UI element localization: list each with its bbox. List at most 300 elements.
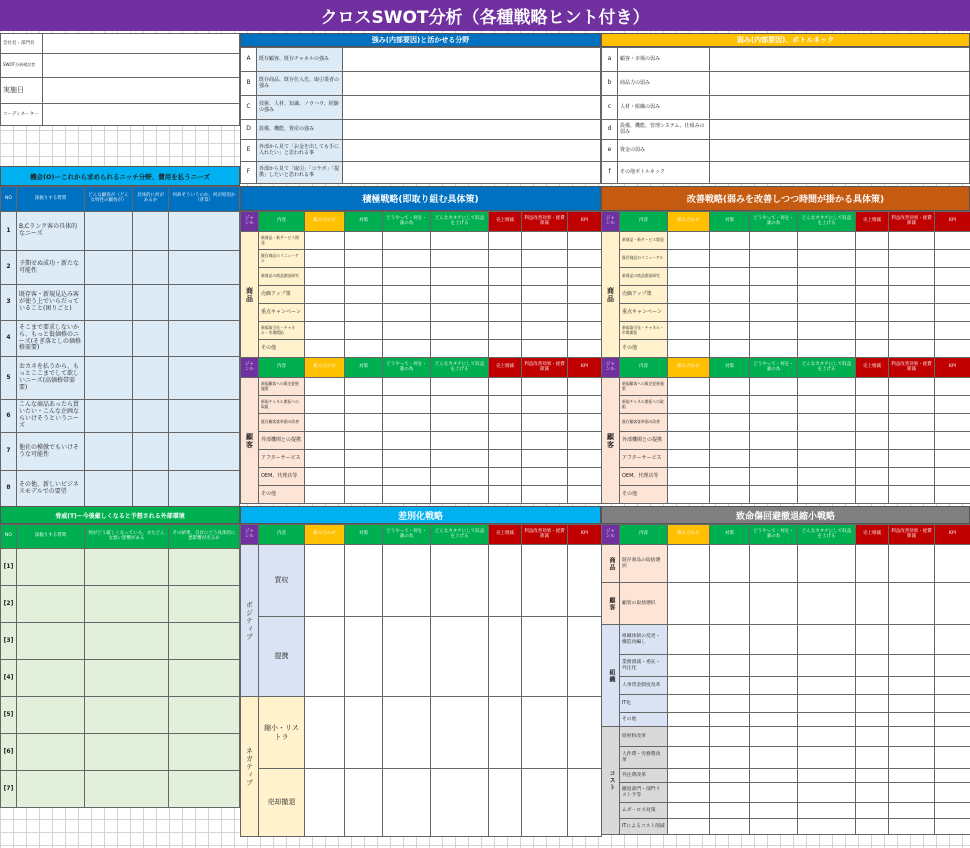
- opp-cell[interactable]: [169, 471, 240, 507]
- strategy-cell[interactable]: [889, 803, 935, 819]
- opp-cell[interactable]: [85, 285, 133, 321]
- strategy-cell[interactable]: [489, 340, 522, 358]
- strategy-cell[interactable]: [431, 486, 489, 504]
- strategy-cell[interactable]: [798, 783, 856, 803]
- strategy-cell[interactable]: [935, 468, 970, 486]
- opp-cell[interactable]: [133, 285, 169, 321]
- strategy-cell[interactable]: [750, 414, 798, 432]
- strategy-cell[interactable]: [889, 396, 935, 414]
- strategy-cell[interactable]: [489, 468, 522, 486]
- opp-cell[interactable]: [85, 321, 133, 357]
- strategy-cell[interactable]: [750, 695, 798, 713]
- strategy-cell[interactable]: [856, 677, 889, 695]
- thr-cell[interactable]: [169, 734, 240, 771]
- strategy-cell[interactable]: [668, 769, 710, 783]
- strategy-cell[interactable]: [489, 322, 522, 340]
- thr-cell[interactable]: [85, 771, 169, 808]
- strategy-cell[interactable]: [750, 625, 798, 655]
- strategy-cell[interactable]: [889, 322, 935, 340]
- strategy-cell[interactable]: [431, 697, 489, 769]
- strategy-cell[interactable]: [668, 414, 710, 432]
- opp-cell[interactable]: [133, 212, 169, 251]
- strategy-cell[interactable]: [889, 232, 935, 250]
- strategy-cell[interactable]: [568, 378, 602, 396]
- strategy-cell[interactable]: [935, 304, 970, 322]
- strategy-cell[interactable]: [935, 268, 970, 286]
- strategy-cell[interactable]: [668, 625, 710, 655]
- strategy-cell[interactable]: [710, 486, 750, 504]
- strategy-cell[interactable]: [750, 677, 798, 695]
- strategy-cell[interactable]: [935, 322, 970, 340]
- thr-cell[interactable]: [17, 549, 85, 586]
- opp-cell[interactable]: [169, 400, 240, 433]
- opp-cell[interactable]: [133, 471, 169, 507]
- strategy-cell[interactable]: [856, 695, 889, 713]
- opp-cell[interactable]: [169, 433, 240, 471]
- strategy-cell[interactable]: [489, 486, 522, 504]
- strategy-cell[interactable]: [856, 747, 889, 769]
- strategy-cell[interactable]: [522, 697, 568, 769]
- strategy-cell[interactable]: [431, 250, 489, 268]
- strategy-cell[interactable]: [710, 695, 750, 713]
- strategy-cell[interactable]: [383, 268, 431, 286]
- strategy-cell[interactable]: [345, 450, 383, 468]
- strategy-cell[interactable]: [935, 583, 970, 625]
- strategy-cell[interactable]: [383, 545, 431, 617]
- strategy-cell[interactable]: [710, 322, 750, 340]
- strategy-cell[interactable]: [305, 617, 345, 697]
- strategy-cell[interactable]: [431, 286, 489, 304]
- strategy-cell[interactable]: [668, 396, 710, 414]
- strategy-cell[interactable]: [668, 545, 710, 583]
- strategy-cell[interactable]: [568, 322, 602, 340]
- strategy-cell[interactable]: [750, 655, 798, 677]
- strategy-cell[interactable]: [710, 583, 750, 625]
- strategy-cell[interactable]: [798, 286, 856, 304]
- strategy-cell[interactable]: [935, 677, 970, 695]
- strategy-cell[interactable]: [750, 322, 798, 340]
- strategy-cell[interactable]: [935, 396, 970, 414]
- strategy-cell[interactable]: [856, 803, 889, 819]
- strategy-cell[interactable]: [710, 268, 750, 286]
- strategy-cell[interactable]: [935, 486, 970, 504]
- strategy-cell[interactable]: [489, 617, 522, 697]
- strategy-cell[interactable]: [345, 268, 383, 286]
- strategy-cell[interactable]: [856, 340, 889, 358]
- opp-cell[interactable]: [85, 433, 133, 471]
- info-value[interactable]: [43, 78, 240, 104]
- strategy-cell[interactable]: [798, 268, 856, 286]
- opp-cell[interactable]: [133, 251, 169, 285]
- strategy-cell[interactable]: [305, 769, 345, 837]
- strategy-cell[interactable]: [710, 450, 750, 468]
- strategy-cell[interactable]: [935, 747, 970, 769]
- strategy-cell[interactable]: [305, 250, 345, 268]
- strategy-cell[interactable]: [431, 232, 489, 250]
- thr-cell[interactable]: [169, 549, 240, 586]
- strategy-cell[interactable]: [710, 783, 750, 803]
- strategy-cell[interactable]: [798, 819, 856, 835]
- strategy-cell[interactable]: [889, 819, 935, 835]
- strategy-cell[interactable]: [668, 450, 710, 468]
- strategy-cell[interactable]: [668, 583, 710, 625]
- strategy-cell[interactable]: [568, 697, 602, 769]
- strategy-cell[interactable]: [431, 450, 489, 468]
- strategy-cell[interactable]: [522, 322, 568, 340]
- strategy-cell[interactable]: [750, 486, 798, 504]
- strategy-cell[interactable]: [568, 486, 602, 504]
- strategy-cell[interactable]: [750, 232, 798, 250]
- opp-cell[interactable]: [85, 357, 133, 400]
- strategy-cell[interactable]: [431, 432, 489, 450]
- strategy-cell[interactable]: [431, 322, 489, 340]
- strategy-cell[interactable]: [522, 268, 568, 286]
- strategy-cell[interactable]: [568, 617, 602, 697]
- strategy-cell[interactable]: [305, 697, 345, 769]
- thr-cell[interactable]: [85, 660, 169, 697]
- strategy-cell[interactable]: [710, 468, 750, 486]
- strategy-cell[interactable]: [345, 322, 383, 340]
- strategy-cell[interactable]: [889, 677, 935, 695]
- strategy-cell[interactable]: [522, 232, 568, 250]
- weaknesses-value[interactable]: [710, 72, 970, 96]
- strategy-cell[interactable]: [935, 713, 970, 727]
- strengths-value[interactable]: [343, 48, 601, 72]
- strategy-cell[interactable]: [798, 340, 856, 358]
- strategy-cell[interactable]: [568, 396, 602, 414]
- strengths-value[interactable]: [343, 120, 601, 140]
- thr-cell[interactable]: [169, 660, 240, 697]
- strategy-cell[interactable]: [668, 340, 710, 358]
- strategy-cell[interactable]: [489, 304, 522, 322]
- strategy-cell[interactable]: [856, 625, 889, 655]
- strategy-cell[interactable]: [856, 232, 889, 250]
- strategy-cell[interactable]: [383, 322, 431, 340]
- strategy-cell[interactable]: [522, 468, 568, 486]
- thr-cell[interactable]: [169, 586, 240, 623]
- strategy-cell[interactable]: [935, 727, 970, 747]
- strategy-cell[interactable]: [668, 250, 710, 268]
- strategy-cell[interactable]: [431, 268, 489, 286]
- opp-cell[interactable]: [169, 357, 240, 400]
- strategy-cell[interactable]: [345, 378, 383, 396]
- strategy-cell[interactable]: [383, 769, 431, 837]
- strategy-cell[interactable]: [568, 232, 602, 250]
- strategy-cell[interactable]: [668, 486, 710, 504]
- strategy-cell[interactable]: [798, 378, 856, 396]
- strategy-cell[interactable]: [568, 250, 602, 268]
- strategy-cell[interactable]: [935, 250, 970, 268]
- strategy-cell[interactable]: [668, 819, 710, 835]
- strategy-cell[interactable]: [345, 769, 383, 837]
- strategy-cell[interactable]: [431, 414, 489, 432]
- strategy-cell[interactable]: [935, 545, 970, 583]
- strategy-cell[interactable]: [798, 322, 856, 340]
- strategy-cell[interactable]: [856, 250, 889, 268]
- opp-cell[interactable]: [169, 251, 240, 285]
- strategy-cell[interactable]: [668, 727, 710, 747]
- strategy-cell[interactable]: [489, 378, 522, 396]
- strategy-cell[interactable]: [710, 747, 750, 769]
- strategy-cell[interactable]: [856, 655, 889, 677]
- strategy-cell[interactable]: [305, 396, 345, 414]
- strategy-cell[interactable]: [522, 545, 568, 617]
- strategy-cell[interactable]: [889, 695, 935, 713]
- strategy-cell[interactable]: [345, 697, 383, 769]
- strategy-cell[interactable]: [305, 450, 345, 468]
- strategy-cell[interactable]: [668, 655, 710, 677]
- info-value[interactable]: [43, 104, 240, 126]
- strategy-cell[interactable]: [710, 625, 750, 655]
- strategy-cell[interactable]: [568, 340, 602, 358]
- strategy-cell[interactable]: [710, 378, 750, 396]
- strategy-cell[interactable]: [522, 486, 568, 504]
- strategy-cell[interactable]: [710, 769, 750, 783]
- strategy-cell[interactable]: [798, 486, 856, 504]
- strategy-cell[interactable]: [568, 468, 602, 486]
- strategy-cell[interactable]: [568, 432, 602, 450]
- strategy-cell[interactable]: [889, 340, 935, 358]
- strategy-cell[interactable]: [798, 583, 856, 625]
- strategy-cell[interactable]: [383, 232, 431, 250]
- strategy-cell[interactable]: [383, 432, 431, 450]
- thr-cell[interactable]: [17, 697, 85, 734]
- strategy-cell[interactable]: [889, 286, 935, 304]
- strategy-cell[interactable]: [668, 713, 710, 727]
- strategy-cell[interactable]: [889, 583, 935, 625]
- strategy-cell[interactable]: [798, 468, 856, 486]
- strategy-cell[interactable]: [935, 232, 970, 250]
- strategy-cell[interactable]: [889, 468, 935, 486]
- strategy-cell[interactable]: [750, 713, 798, 727]
- strategy-cell[interactable]: [710, 250, 750, 268]
- thr-cell[interactable]: [169, 623, 240, 660]
- strategy-cell[interactable]: [856, 486, 889, 504]
- strategy-cell[interactable]: [383, 414, 431, 432]
- strategy-cell[interactable]: [889, 414, 935, 432]
- strategy-cell[interactable]: [710, 545, 750, 583]
- info-value[interactable]: [43, 34, 240, 54]
- thr-cell[interactable]: [85, 734, 169, 771]
- strategy-cell[interactable]: [383, 697, 431, 769]
- strategy-cell[interactable]: [889, 655, 935, 677]
- strategy-cell[interactable]: [889, 545, 935, 583]
- thr-cell[interactable]: [17, 586, 85, 623]
- strategy-cell[interactable]: [798, 625, 856, 655]
- strategy-cell[interactable]: [522, 396, 568, 414]
- strategy-cell[interactable]: [889, 450, 935, 468]
- strategy-cell[interactable]: [668, 747, 710, 769]
- strategy-cell[interactable]: [889, 713, 935, 727]
- strategy-cell[interactable]: [668, 286, 710, 304]
- strategy-cell[interactable]: [305, 545, 345, 617]
- strategy-cell[interactable]: [431, 378, 489, 396]
- strategy-cell[interactable]: [750, 432, 798, 450]
- strategy-cell[interactable]: [489, 396, 522, 414]
- strategy-cell[interactable]: [568, 450, 602, 468]
- strategy-cell[interactable]: [798, 769, 856, 783]
- strategy-cell[interactable]: [750, 250, 798, 268]
- strategy-cell[interactable]: [935, 432, 970, 450]
- strategy-cell[interactable]: [750, 340, 798, 358]
- strategy-cell[interactable]: [522, 432, 568, 450]
- strategy-cell[interactable]: [305, 268, 345, 286]
- strategy-cell[interactable]: [522, 378, 568, 396]
- strategy-cell[interactable]: [710, 340, 750, 358]
- strategy-cell[interactable]: [568, 769, 602, 837]
- strategy-cell[interactable]: [568, 414, 602, 432]
- strategy-cell[interactable]: [889, 727, 935, 747]
- strategy-cell[interactable]: [798, 803, 856, 819]
- strategy-cell[interactable]: [345, 286, 383, 304]
- strategy-cell[interactable]: [750, 747, 798, 769]
- opp-cell[interactable]: [133, 400, 169, 433]
- strategy-cell[interactable]: [431, 304, 489, 322]
- strategy-cell[interactable]: [668, 432, 710, 450]
- thr-cell[interactable]: [17, 771, 85, 808]
- strategy-cell[interactable]: [935, 378, 970, 396]
- strategy-cell[interactable]: [935, 450, 970, 468]
- strategy-cell[interactable]: [889, 747, 935, 769]
- strategy-cell[interactable]: [489, 545, 522, 617]
- strategy-cell[interactable]: [305, 322, 345, 340]
- strategy-cell[interactable]: [856, 783, 889, 803]
- strategy-cell[interactable]: [856, 713, 889, 727]
- strategy-cell[interactable]: [750, 803, 798, 819]
- strategy-cell[interactable]: [522, 304, 568, 322]
- strategy-cell[interactable]: [889, 268, 935, 286]
- strategy-cell[interactable]: [935, 783, 970, 803]
- strategy-cell[interactable]: [668, 468, 710, 486]
- strategy-cell[interactable]: [522, 414, 568, 432]
- strategy-cell[interactable]: [383, 340, 431, 358]
- strategy-cell[interactable]: [935, 414, 970, 432]
- thr-cell[interactable]: [17, 734, 85, 771]
- strategy-cell[interactable]: [798, 450, 856, 468]
- opp-cell[interactable]: [133, 357, 169, 400]
- strategy-cell[interactable]: [856, 378, 889, 396]
- strategy-cell[interactable]: [889, 304, 935, 322]
- strategy-cell[interactable]: [750, 268, 798, 286]
- strategy-cell[interactable]: [750, 583, 798, 625]
- weaknesses-value[interactable]: [710, 120, 970, 140]
- strategy-cell[interactable]: [710, 655, 750, 677]
- strategy-cell[interactable]: [856, 545, 889, 583]
- strategy-cell[interactable]: [489, 286, 522, 304]
- strategy-cell[interactable]: [431, 545, 489, 617]
- strategy-cell[interactable]: [489, 232, 522, 250]
- strategy-cell[interactable]: [568, 268, 602, 286]
- weaknesses-value[interactable]: [710, 140, 970, 162]
- strategy-cell[interactable]: [889, 783, 935, 803]
- opp-cell[interactable]: [169, 321, 240, 357]
- opp-cell[interactable]: [169, 285, 240, 321]
- opp-cell[interactable]: [85, 400, 133, 433]
- strategy-cell[interactable]: [750, 769, 798, 783]
- strategy-cell[interactable]: [935, 625, 970, 655]
- strategy-cell[interactable]: [345, 232, 383, 250]
- strengths-value[interactable]: [343, 72, 601, 96]
- strategy-cell[interactable]: [750, 304, 798, 322]
- strategy-cell[interactable]: [345, 304, 383, 322]
- strategy-cell[interactable]: [856, 268, 889, 286]
- strategy-cell[interactable]: [710, 286, 750, 304]
- opp-cell[interactable]: [133, 433, 169, 471]
- strategy-cell[interactable]: [345, 617, 383, 697]
- opp-cell[interactable]: [85, 471, 133, 507]
- strategy-cell[interactable]: [305, 304, 345, 322]
- strategy-cell[interactable]: [889, 625, 935, 655]
- strategy-cell[interactable]: [710, 304, 750, 322]
- strategy-cell[interactable]: [431, 468, 489, 486]
- strategy-cell[interactable]: [750, 545, 798, 583]
- strategy-cell[interactable]: [856, 322, 889, 340]
- strategy-cell[interactable]: [345, 340, 383, 358]
- strategy-cell[interactable]: [935, 819, 970, 835]
- strategy-cell[interactable]: [668, 803, 710, 819]
- strategy-cell[interactable]: [568, 286, 602, 304]
- strategy-cell[interactable]: [710, 677, 750, 695]
- strategy-cell[interactable]: [383, 286, 431, 304]
- strategy-cell[interactable]: [668, 304, 710, 322]
- strategy-cell[interactable]: [383, 378, 431, 396]
- strategy-cell[interactable]: [305, 432, 345, 450]
- strategy-cell[interactable]: [889, 486, 935, 504]
- strengths-value[interactable]: [343, 162, 601, 184]
- strategy-cell[interactable]: [750, 727, 798, 747]
- strategy-cell[interactable]: [383, 304, 431, 322]
- strengths-value[interactable]: [343, 96, 601, 120]
- strategy-cell[interactable]: [798, 677, 856, 695]
- strategy-cell[interactable]: [345, 432, 383, 450]
- strategy-cell[interactable]: [431, 396, 489, 414]
- weaknesses-value[interactable]: [710, 48, 970, 72]
- thr-cell[interactable]: [17, 660, 85, 697]
- strategy-cell[interactable]: [856, 727, 889, 747]
- strategy-cell[interactable]: [489, 450, 522, 468]
- strategy-cell[interactable]: [383, 396, 431, 414]
- strategy-cell[interactable]: [798, 414, 856, 432]
- thr-cell[interactable]: [17, 623, 85, 660]
- opp-cell[interactable]: [133, 321, 169, 357]
- strategy-cell[interactable]: [710, 819, 750, 835]
- strategy-cell[interactable]: [489, 769, 522, 837]
- weaknesses-value[interactable]: [710, 96, 970, 120]
- strategy-cell[interactable]: [750, 468, 798, 486]
- strategy-cell[interactable]: [489, 432, 522, 450]
- strategy-cell[interactable]: [668, 232, 710, 250]
- strategy-cell[interactable]: [345, 545, 383, 617]
- strategy-cell[interactable]: [668, 695, 710, 713]
- strategy-cell[interactable]: [345, 486, 383, 504]
- strategy-cell[interactable]: [856, 432, 889, 450]
- strategy-cell[interactable]: [856, 468, 889, 486]
- strategy-cell[interactable]: [431, 769, 489, 837]
- strategy-cell[interactable]: [710, 727, 750, 747]
- thr-cell[interactable]: [85, 549, 169, 586]
- strategy-cell[interactable]: [305, 486, 345, 504]
- strategy-cell[interactable]: [889, 250, 935, 268]
- strategy-cell[interactable]: [522, 340, 568, 358]
- strategy-cell[interactable]: [750, 396, 798, 414]
- thr-cell[interactable]: [169, 697, 240, 734]
- thr-cell[interactable]: [169, 771, 240, 808]
- strategy-cell[interactable]: [345, 250, 383, 268]
- strategy-cell[interactable]: [489, 414, 522, 432]
- strategy-cell[interactable]: [383, 250, 431, 268]
- strategy-cell[interactable]: [798, 232, 856, 250]
- strategy-cell[interactable]: [305, 468, 345, 486]
